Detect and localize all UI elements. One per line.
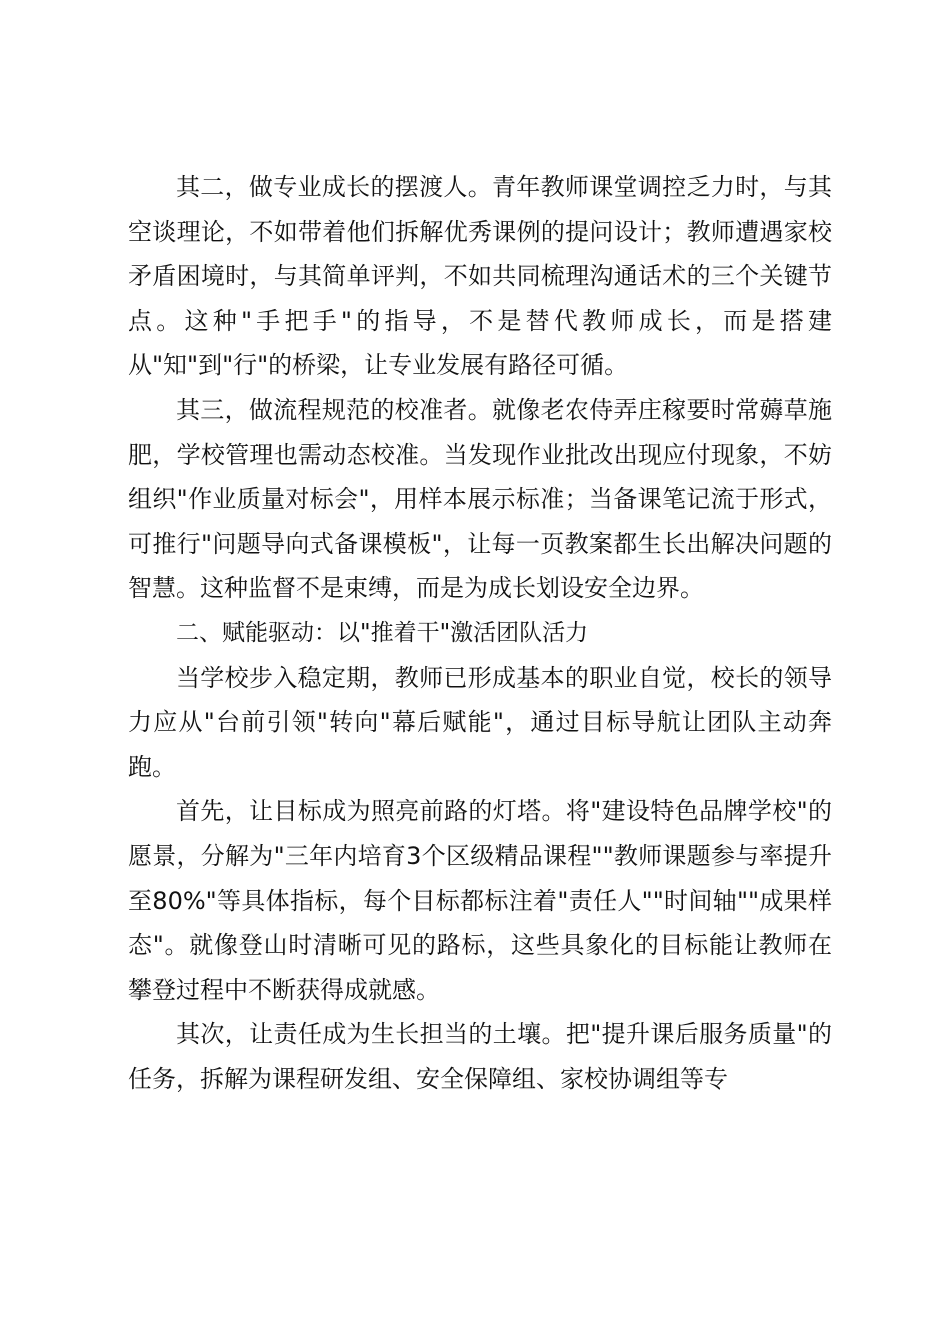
paragraph-professional-growth: 其二，做专业成长的摆渡人。青年教师课堂调控乏力时，与其空谈理论，不如带着他们拆解优秀课例的提问设计；教师遭遇家校矛盾困境时，与其简单评判，不如共同梳理沟通话术的三个关键节点。这种"手把手"的指导，不是替代教师成长，而是搭建从"知"到"行"的桥梁，让专业发展有路径可循。: [128, 173, 832, 380]
paragraph-goal-lighthouse: 首先，让目标成为照亮前路的灯塔。将"建设特色品牌学校"的愿景，分解为"三年内培育3个区级精品课程""教师课题参与率提升至80%"等具体指标，每个目标都标注着"责任人""时间轴""成果样态"。就像登山时清晰可见的路标，这些具象化的目标能让教师在攀登过程中不断获得成就感。: [128, 797, 832, 1004]
paragraph-responsibility-soil: 其次，让责任成为生长担当的土壤。把"提升课后服务质量"的任务，拆解为课程研发组、安全保障组、家校协调组等专: [128, 1020, 832, 1093]
document-body: [128, 165, 832, 1101]
section-heading-empowerment: 二、赋能驱动：以"推着干"激活团队活力: [176, 619, 589, 646]
paragraph-stable-period: 当学校步入稳定期，教师已形成基本的职业自觉，校长的领导力应从"台前引领"转向"幕后赋能"，通过目标导航让团队主动奔跑。: [128, 663, 832, 781]
paragraph-process-calibration: 其三，做流程规范的校准者。就像老农侍弄庄稼要时常薅草施肥，学校管理也需动态校准。当发现作业批改出现应付现象，不妨组织"作业质量对标会"，用样本展示标准；当备课笔记流于形式，可推行"问题导向式备课模板"，让每一页教案都生长出解决问题的智慧。这种监督不是束缚，而是为成长划设安全边界。: [128, 395, 832, 603]
